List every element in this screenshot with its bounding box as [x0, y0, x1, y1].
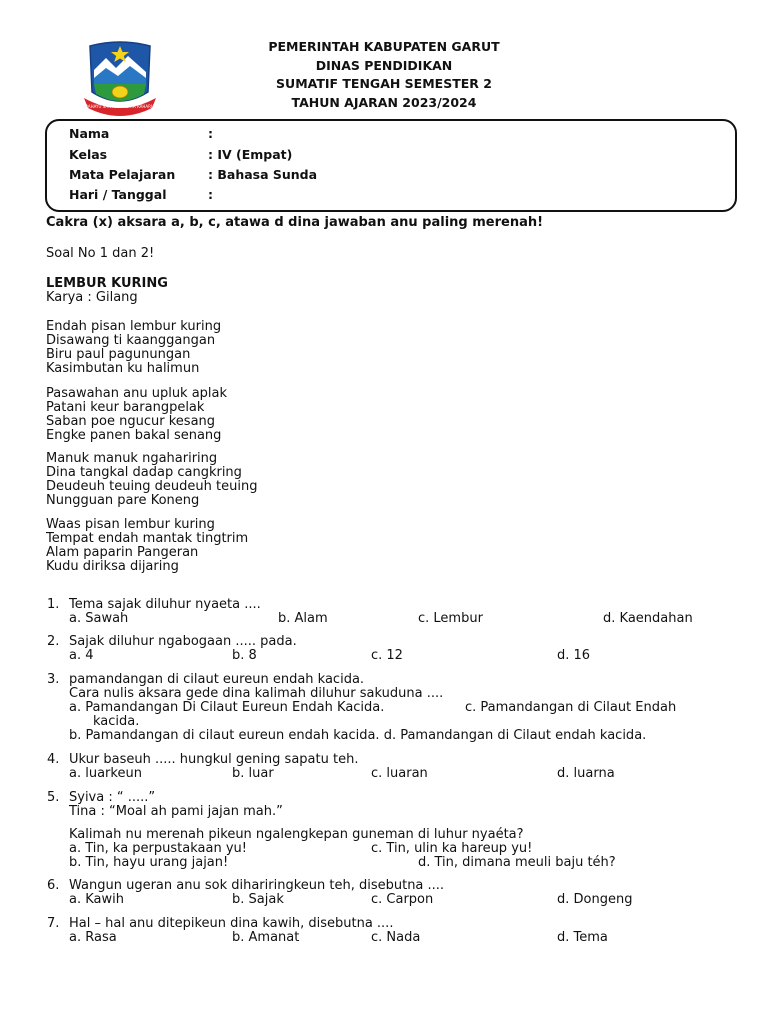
poem-line: Saban poe ngucur kesang: [46, 414, 216, 429]
option-b: b. luar: [232, 766, 274, 781]
poem-line: Engke panen bakal senang: [46, 428, 222, 443]
option-d: d. Dongeng: [557, 892, 633, 907]
poem-line: Dina tangkal dadap cangkring: [46, 465, 242, 480]
poem-line: Kasimbutan ku halimun: [46, 361, 200, 376]
poem-line: Kudu diriksa dijaring: [46, 559, 179, 574]
poem-line: Pasawahan anu upluk aplak: [46, 386, 228, 401]
question-number: 7.: [47, 916, 60, 931]
option-d: d. Tema: [557, 930, 608, 945]
option-a: a. Kawih: [69, 892, 124, 907]
option-c: c. Lembur: [418, 611, 483, 626]
question-number: 1.: [47, 597, 60, 612]
question-text: Syiva : “ .....”: [69, 790, 156, 805]
student-identity-box: [45, 119, 737, 212]
logo-ribbon-text: RAHAYU SANTOSA KERTA RAHARJA: [85, 104, 155, 109]
option-a: a. Pamandangan Di Cilaut Eureun Endah Kacida.: [69, 700, 385, 715]
question-number: 4.: [47, 752, 60, 767]
header-line: SUMATIF TENGAH SEMESTER 2: [276, 76, 492, 91]
question-text: Tina : “Moal ah pami jajan mah.”: [69, 804, 283, 819]
option-b: b. 8: [232, 648, 257, 663]
soal-intro: Soal No 1 dan 2!: [46, 246, 155, 261]
option-c: c. Tin, ulin ka hareup yu!: [371, 841, 533, 856]
question-text: Sajak diluhur ngabogaan ..... pada.: [69, 634, 297, 649]
option-b-and-d: b. Pamandangan di cilaut eureun endah kacida. d. Pamandangan di Cilaut endah kacida.: [69, 728, 647, 743]
option-a: a. Tin, ka perpustakaan yu!: [69, 841, 247, 856]
poem-line: Tempat endah mantak tingtrim: [46, 531, 249, 546]
question-number: 3.: [47, 672, 60, 687]
option-b: b. Sajak: [232, 892, 284, 907]
poem-line: Manuk manuk ngahariring: [46, 451, 218, 466]
poem-title: LEMBUR KURING: [46, 276, 168, 291]
option-d: d. Kaendahan: [603, 611, 693, 626]
option-a: a. Sawah: [69, 611, 129, 626]
poem-line: Deudeuh teuing deudeuh teuing: [46, 479, 258, 494]
option-c: c. Pamandangan di Cilaut Endah: [465, 700, 677, 715]
document-header: [200, 38, 568, 112]
instruction: Cakra (x) aksara a, b, c, atawa d dina jawaban anu paling merenah!: [46, 215, 544, 230]
poem-line: Disawang ti kaanggangan: [46, 333, 216, 348]
poem-line: Patani keur barangpelak: [46, 400, 205, 415]
poem-line: Endah pisan lembur kuring: [46, 319, 222, 334]
identity-label: Nama: [69, 126, 110, 141]
option-c: c. Nada: [371, 930, 421, 945]
question-text: Wangun ugeran anu sok dihariringkeun teh, disebutna ....: [69, 878, 445, 893]
identity-label: Mata Pelajaran: [69, 167, 176, 182]
question-text: Tema sajak diluhur nyaeta ....: [69, 597, 261, 612]
question-text: Kalimah nu merenah pikeun ngalengkepan guneman di luhur nyaéta?: [69, 827, 524, 842]
option-c-continuation: kacida.: [93, 714, 140, 729]
identity-label: Kelas: [69, 147, 108, 162]
option-b: b. Tin, hayu urang jajan!: [69, 855, 229, 870]
poem-author: Karya : Gilang: [46, 290, 138, 305]
identity-value: : IV (Empat): [208, 147, 293, 162]
poem-line: Waas pisan lembur kuring: [46, 517, 215, 532]
identity-label: Hari / Tanggal: [69, 187, 167, 202]
header-line: PEMERINTAH KABUPATEN GARUT: [268, 39, 500, 54]
option-a: a. luarkeun: [69, 766, 142, 781]
question-number: 2.: [47, 634, 60, 649]
option-a: a. Rasa: [69, 930, 117, 945]
question-text: Cara nulis aksara gede dina kalimah diluhur sakuduna ....: [69, 686, 444, 701]
question-number: 6.: [47, 878, 60, 893]
question-number: 5.: [47, 790, 60, 805]
option-d: d. 16: [557, 648, 591, 663]
option-b: b. Amanat: [232, 930, 300, 945]
option-b: b. Alam: [278, 611, 328, 626]
identity-value: :: [208, 187, 213, 202]
option-c: c. luaran: [371, 766, 428, 781]
option-c: c. Carpon: [371, 892, 434, 907]
garut-regency-emblem-icon: [80, 40, 160, 120]
question-text: Hal – hal anu ditepikeun dina kawih, disebutna ....: [69, 916, 394, 931]
header-line: TAHUN AJARAN 2023/2024: [291, 94, 477, 110]
poem-line: Biru paul pagunungan: [46, 347, 191, 362]
header-line: DINAS PENDIDIKAN: [315, 57, 453, 73]
poem-line: Alam paparin Pangeran: [46, 545, 199, 560]
identity-value: :: [208, 126, 213, 141]
question-text: pamandangan di cilaut eureun endah kacida.: [69, 672, 365, 687]
option-d: d. Tin, dimana meuli baju téh?: [418, 855, 616, 870]
option-d: d. luarna: [557, 766, 615, 781]
identity-value: : Bahasa Sunda: [208, 167, 318, 182]
question-text: Ukur baseuh ..... hungkul gening sapatu teh.: [69, 752, 359, 767]
option-a: a. 4: [69, 648, 94, 663]
option-c: c. 12: [371, 648, 403, 663]
poem-line: Nungguan pare Koneng: [46, 493, 200, 508]
